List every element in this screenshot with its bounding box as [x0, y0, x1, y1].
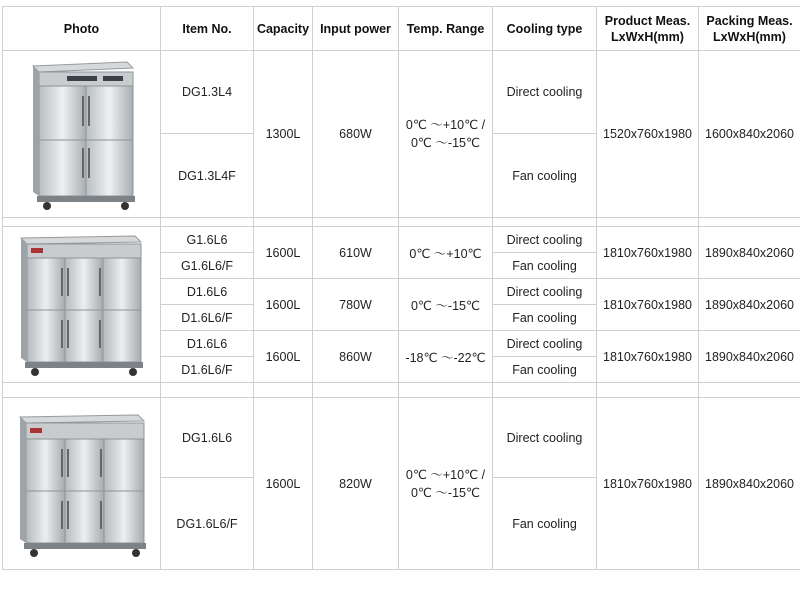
- cooling-type: Direct cooling: [493, 279, 597, 305]
- input-power: 610W: [313, 227, 399, 279]
- four-door-refrigerator-icon: [27, 56, 137, 212]
- header-product-meas: [597, 7, 699, 51]
- temp-range: [399, 51, 493, 218]
- product-meas: 1810x760x1980: [597, 398, 699, 570]
- table-row: [3, 51, 800, 134]
- header-temp-range: Temp. Range: [399, 7, 493, 51]
- capacity: 1600L: [254, 279, 313, 331]
- capacity: 1600L: [254, 331, 313, 383]
- header-row: [3, 7, 800, 51]
- table-row: [3, 227, 800, 253]
- separator-row: [3, 383, 800, 398]
- temp-range: -18℃ ～-22℃: [399, 331, 493, 383]
- temp-range-line2: 0℃ ～-15℃: [410, 136, 481, 150]
- header-item-no: Item No.: [161, 7, 254, 51]
- header-photo: Photo: [3, 7, 161, 51]
- cooling-type: Direct cooling: [493, 331, 597, 357]
- temp-range-line1: 0℃ ～+10℃ /: [405, 118, 486, 132]
- temp-range-line2: 0℃ ～-15℃: [410, 485, 481, 500]
- item-no: DG1.6L6/F: [161, 478, 254, 570]
- cooling-type: Direct cooling: [493, 227, 597, 253]
- six-door-refrigerator-icon: [17, 232, 147, 378]
- input-power: 680W: [313, 51, 399, 218]
- packing-meas: 1890x840x2060: [699, 331, 800, 383]
- header-capacity: Capacity: [254, 7, 313, 51]
- header-product-line2: LxWxH(mm): [611, 29, 684, 44]
- header-packing-meas: [699, 7, 800, 51]
- cooling-type: Fan cooling: [493, 478, 597, 570]
- product-meas: 1810x760x1980: [597, 227, 699, 279]
- temp-range-line1: 0℃ ～+10℃ /: [405, 467, 486, 482]
- header-packing-line1: Packing Meas.: [706, 13, 793, 28]
- item-no: D1.6L6/F: [161, 357, 254, 383]
- separator-row: [3, 218, 800, 227]
- packing-meas: 1890x840x2060: [699, 398, 800, 570]
- temp-range: [399, 398, 493, 570]
- item-no: D1.6L6: [161, 331, 254, 357]
- capacity: 1600L: [254, 398, 313, 570]
- item-no: D1.6L6: [161, 279, 254, 305]
- item-no: D1.6L6/F: [161, 305, 254, 331]
- cooling-type: Fan cooling: [493, 134, 597, 218]
- photo-cell: [3, 398, 161, 570]
- temp-range: 0℃ ～+10℃: [399, 227, 493, 279]
- photo-cell: [3, 227, 161, 383]
- item-no: DG1.6L6: [161, 398, 254, 478]
- header-input-power: Input power: [313, 7, 399, 51]
- header-product-line1: Product Meas.: [604, 13, 691, 28]
- packing-meas: 1890x840x2060: [699, 227, 800, 279]
- packing-meas: 1890x840x2060: [699, 279, 800, 331]
- photo-cell: [3, 51, 161, 218]
- item-no: DG1.3L4: [161, 51, 254, 134]
- cooling-type: Direct cooling: [493, 51, 597, 134]
- input-power: 780W: [313, 279, 399, 331]
- table-row: [3, 398, 800, 478]
- product-meas: 1810x760x1980: [597, 331, 699, 383]
- product-meas: 1810x760x1980: [597, 279, 699, 331]
- header-packing-line2: LxWxH(mm): [713, 29, 786, 44]
- cooling-type: Fan cooling: [493, 253, 597, 279]
- cooling-type: Fan cooling: [493, 357, 597, 383]
- input-power: 860W: [313, 331, 399, 383]
- cooling-type: Fan cooling: [493, 305, 597, 331]
- item-no: G1.6L6/F: [161, 253, 254, 279]
- cooling-type: Direct cooling: [493, 398, 597, 478]
- six-door-refrigerator-icon: [14, 409, 150, 559]
- item-no: DG1.3L4F: [161, 134, 254, 218]
- spec-table: [2, 6, 800, 570]
- header-cooling-type: Cooling type: [493, 7, 597, 51]
- input-power: 820W: [313, 398, 399, 570]
- packing-meas: 1600x840x2060: [699, 51, 800, 218]
- item-no: G1.6L6: [161, 227, 254, 253]
- capacity: 1300L: [254, 51, 313, 218]
- temp-range: 0℃ ～-15℃: [399, 279, 493, 331]
- capacity: 1600L: [254, 227, 313, 279]
- product-meas: 1520x760x1980: [597, 51, 699, 218]
